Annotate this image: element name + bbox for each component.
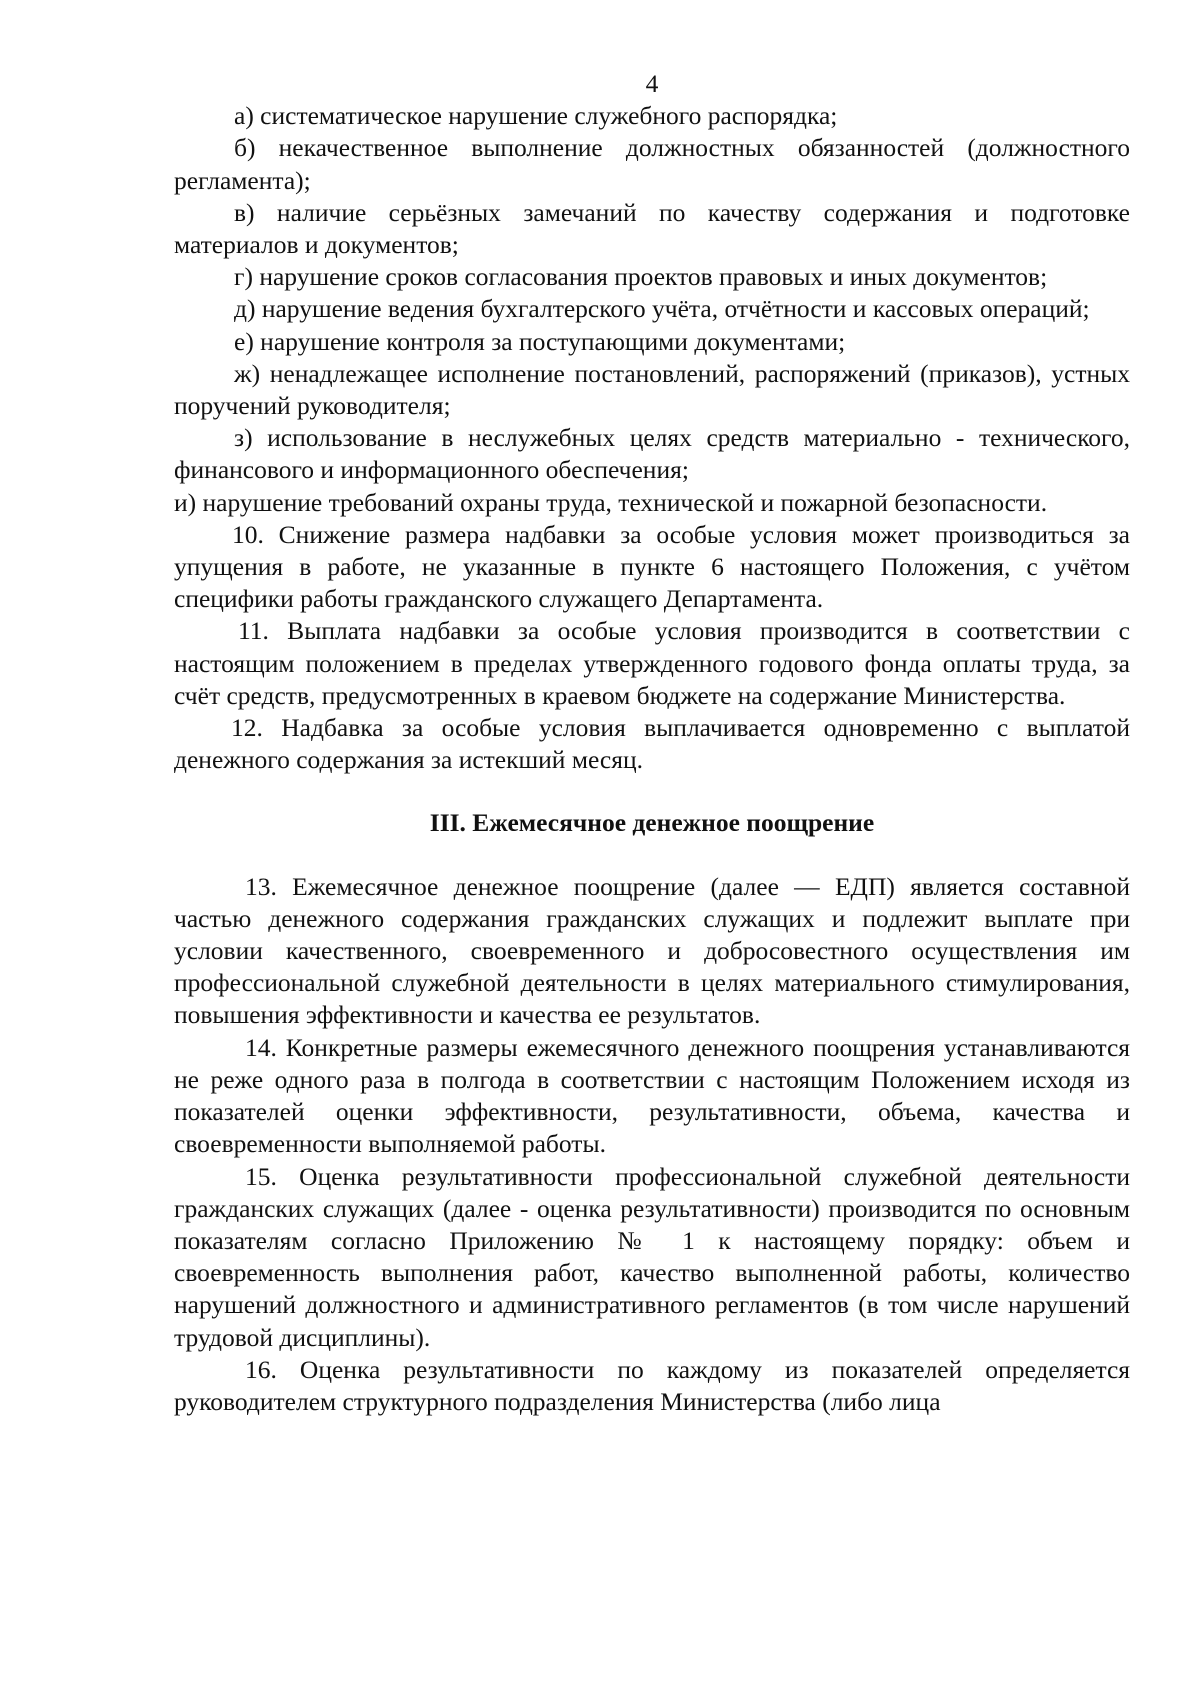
paragraph-12: 12. Надбавка за особые условия выплачивается одновременно с выплатой денежного содержания за истекший месяц. — [174, 713, 1130, 775]
list-item-a: а) систематическое нарушение служебного распорядка; — [234, 101, 838, 131]
paragraph-13: 13. Ежемесячное денежное поощрение (далее — ЕДП) является составной частью денежного содержания гражданских служащих и подлежит выплате при условии качественного, своевременного и добросовестного осуществления им профессиональной служебной деятельности в целях материального стимулирования, повышения эффективности и качества ее результатов. — [174, 871, 1130, 1030]
list-item-zh: ж) ненадлежащее исполнение постановлений, распоряжений (приказов), устных поручений руководителя; — [174, 358, 1130, 421]
paragraph-15: 15. Оценка результативности профессиональной служебной деятельности гражданских служащих (далее - оценка результативности) производится по основным показателям согласно Приложению № 1 к настоящему порядку: объем и своевременность выполнения работ, качество выполненной работы, количество нарушений должностного и административного регламентов (в том числе нарушений трудовой дисциплины). — [174, 1161, 1130, 1352]
section-heading: III. Ежемесячное денежное поощрение — [429, 808, 875, 838]
document-page — [174, 68, 1130, 1418]
list-item-b: б) некачественное выполнение должностных обязанностей (должностного регламента); — [174, 133, 1130, 195]
page-number: 4 — [645, 69, 659, 98]
paragraph-10: 10. Снижение размера надбавки за особые условия может производиться за упущения в работе, не указанные в пункте 6 настоящего Положения, с учётом специфики работы гражданского служащего Департамента. — [174, 519, 1130, 614]
list-item-i: и) нарушение требований охраны труда, технической и пожарной безопасности. — [174, 487, 1048, 517]
paragraph-16: 16. Оценка результативности по каждому из показателей определяется руководителем структурного подразделения Министерства (либо лица — [174, 1354, 1130, 1416]
list-item-g: г) нарушение сроков согласования проектов правовых и иных документов; — [234, 262, 1048, 292]
paragraph-14: 14. Конкретные размеры ежемесячного денежного поощрения устанавливаются не реже одного раза в полгода в соответствии с настоящим Положением исходя из показателей оценки эффективности, результативности, объема, качества и своевременности выполняемой работы. — [174, 1032, 1130, 1159]
violations-list — [174, 100, 1130, 519]
list-item-v: в) наличие серьёзных замечаний по качеству содержания и подготовке материалов и документов; — [174, 197, 1130, 260]
paragraph-11: 11. Выплата надбавки за особые условия производится в соответствии с настоящим положением в пределах утвержденного годового фонда оплаты труда, за счёт средств, предусмотренных в краевом бюджете на содержание Министерства. — [174, 616, 1130, 710]
list-item-z: з) использование в неслужебных целях средств материально - технического, финансового и информационного обеспечения; — [174, 423, 1130, 485]
list-item-e: е) нарушение контроля за поступающими документами; — [234, 326, 846, 356]
list-item-d: д) нарушение ведения бухгалтерского учёта, отчётности и кассовых операций; — [234, 294, 1090, 324]
